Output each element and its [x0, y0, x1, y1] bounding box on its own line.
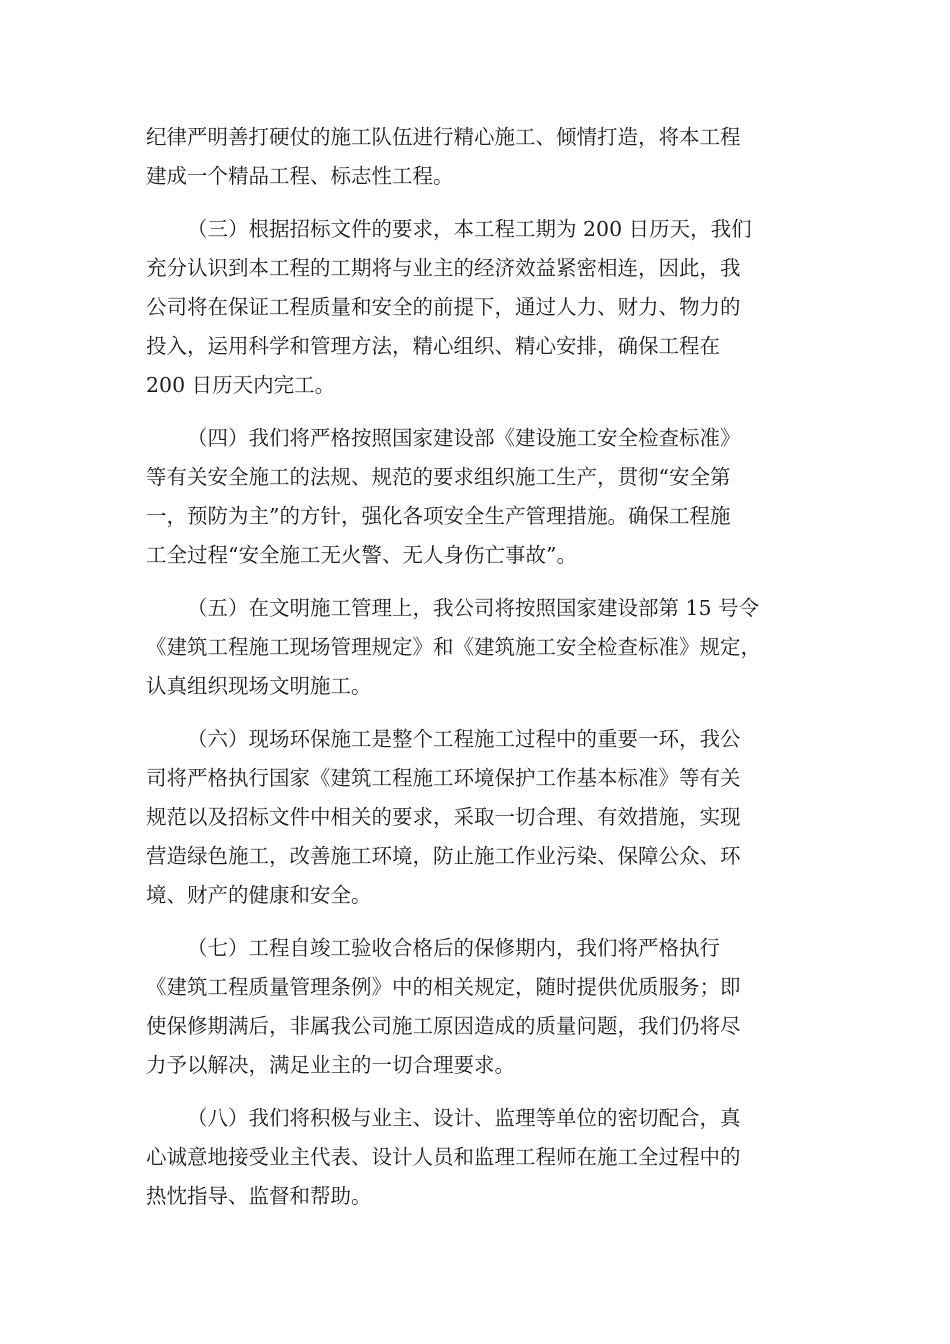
text-line: 工全过程“安全施工无火警、无人身伤亡事故”。 [146, 543, 577, 567]
paragraph-item-7 [146, 929, 816, 1085]
paragraph-item-8 [146, 1099, 816, 1216]
paragraph-intro-continuation [146, 118, 816, 196]
text-line: 力予以解决，满足业主的一切合理要求。 [146, 1053, 515, 1077]
paragraph-item-6 [146, 720, 816, 915]
text-line: 营造绿色施工，改善施工环境，防止施工作业污染、保障公众、环 [146, 844, 741, 868]
text-line: （三）根据招标文件的要求，本工程工期为 200 日历天，我们 [187, 217, 752, 241]
text-line: 建成一个精品工程、标志性工程。 [146, 164, 454, 188]
text-line: 投入，运用科学和管理方法，精心组织、精心安排，确保工程在 [146, 334, 720, 358]
text-line: 纪律严明善打硬仗的施工队伍进行精心施工、倾情打造，将本工程 [146, 125, 741, 149]
text-line: （五）在文明施工管理上，我公司将按照国家建设部第 15 号令 [187, 596, 760, 620]
text-line: 公司将在保证工程质量和安全的前提下，通过人力、财力、物力的 [146, 295, 741, 319]
text-line: 200 日历天内完工。 [146, 373, 336, 397]
paragraph-item-4 [146, 419, 816, 575]
text-line: 热忱指导、监督和帮助。 [146, 1184, 372, 1208]
text-line: （七）工程自竣工验收合格后的保修期内，我们将严格执行 [187, 936, 720, 960]
text-line: 心诚意地接受业主代表、设计人员和监理工程师在施工全过程中的 [146, 1145, 741, 1169]
text-line: 境、财产的健康和安全。 [146, 883, 372, 907]
text-line: 《建筑工程质量管理条例》中的相关规定，随时提供优质服务；即 [146, 975, 741, 999]
text-line: （六）现场环保施工是整个工程施工过程中的重要一环，我公 [187, 727, 741, 751]
text-line: 等有关安全施工的法规、规范的要求组织施工生产，贯彻“安全第 [146, 465, 731, 489]
text-line: 充分认识到本工程的工期将与业主的经济效益紧密相连，因此，我 [146, 256, 741, 280]
text-line: 《建筑工程施工现场管理规定》和《建筑施工安全检查标准》规定， [146, 635, 761, 659]
paragraph-item-5 [146, 589, 816, 706]
text-line: （四）我们将严格按照国家建设部《建设施工安全检查标准》 [187, 426, 741, 450]
text-line: 认真组织现场文明施工。 [146, 674, 372, 698]
text-line: 一，预防为主”的方针，强化各项安全生产管理措施。确保工程施 [146, 504, 731, 528]
text-line: 司将严格执行国家《建筑工程施工环境保护工作基本标准》等有关 [146, 766, 741, 790]
text-line: 使保修期满后，非属我公司施工原因造成的质量问题，我们仍将尽 [146, 1014, 741, 1038]
paragraph-item-3 [146, 210, 816, 405]
text-line: 规范以及招标文件中相关的要求，采取一切合理、有效措施，实现 [146, 805, 741, 829]
body-text [146, 118, 816, 1230]
text-line: （八）我们将积极与业主、设计、监理等单位的密切配合，真 [187, 1106, 741, 1130]
